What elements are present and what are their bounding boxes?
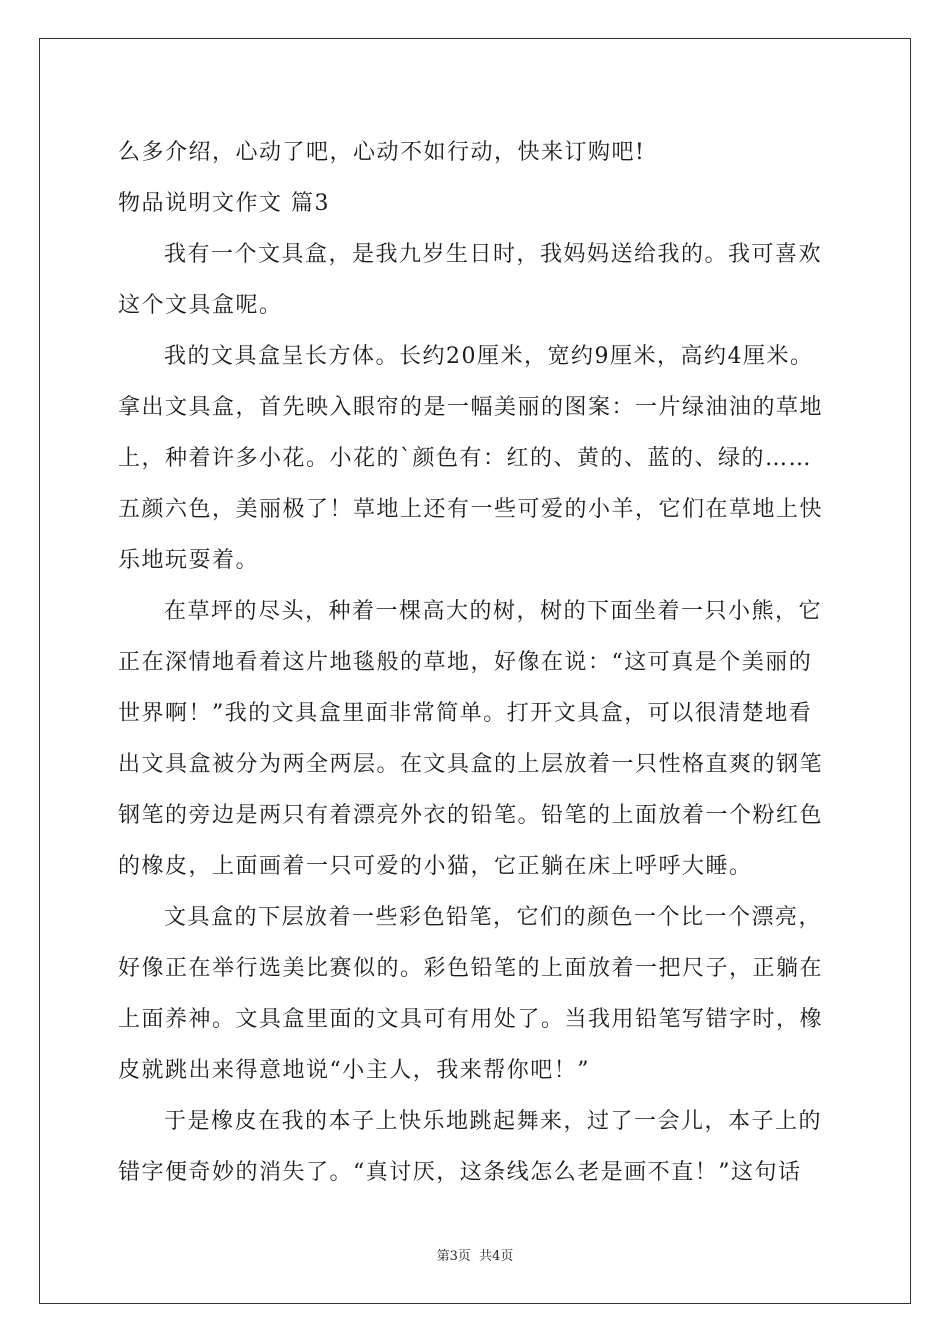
text-line: 拿出文具盒，首先映入眼帘的是一幅美丽的图案：一片绿油油的草地 bbox=[118, 395, 824, 420]
text-line: 上面养神。文具盒里面的文具可有用处了。当我用铅笔写错字时，橡 bbox=[118, 1007, 824, 1032]
text-line: 我的文具盒呈长方体。长约20厘米，宽约9厘米，高约4厘米。 bbox=[164, 344, 814, 369]
text-line: 皮就跳出来得意地说“小主人，我来帮你吧！” bbox=[118, 1058, 590, 1083]
text-line: 乐地玩耍着。 bbox=[118, 548, 260, 573]
text-line: 正在深情地看着这片地毯般的草地，好像在说：“这可真是个美丽的 bbox=[118, 650, 813, 675]
text-line: 出文具盒被分为两全两层。在文具盒的上层放着一只性格直爽的钢笔 bbox=[118, 752, 824, 777]
text-line: 上，种着许多小花。小花的`颜色有：红的、黄的、蓝的、绿的…… bbox=[118, 446, 813, 471]
text-line: 好像正在举行选美比赛似的。彩色铅笔的上面放着一把尺子，正躺在 bbox=[118, 956, 824, 981]
text-line: 于是橡皮在我的本子上快乐地跳起舞来，过了一会儿，本子上的 bbox=[164, 1109, 823, 1134]
section-heading: 物品说明文作文 篇3 bbox=[118, 191, 330, 216]
text-line: 的橡皮，上面画着一只可爱的小猫，它正躺在床上呼呼大睡。 bbox=[118, 854, 753, 879]
text-line: 在草坪的尽头，种着一棵高大的树，树的下面坐着一只小熊，它 bbox=[164, 599, 823, 624]
text-line: 错字便奇妙的消失了。“真讨厌，这条线怎么老是画不直！”这句话 bbox=[118, 1160, 802, 1185]
text-line: 么多介绍，心动了吧，心动不如行动，快来订购吧! bbox=[118, 140, 646, 165]
text-line: 钢笔的旁边是两只有着漂亮外衣的铅笔。铅笔的上面放着一个粉红色 bbox=[118, 803, 824, 828]
document-body bbox=[118, 127, 838, 1198]
page-footer bbox=[0, 1245, 950, 1264]
text-line: 这个文具盒呢。 bbox=[118, 293, 283, 318]
text-line: 文具盒的下层放着一些彩色铅笔，它们的颜色一个比一个漂亮， bbox=[164, 905, 823, 930]
page-total: 共4页 bbox=[479, 1249, 514, 1264]
text-line: 五颜六色，美丽极了！草地上还有一些可爱的小羊，它们在草地上快 bbox=[118, 497, 824, 522]
text-line: 世界啊！”我的文具盒里面非常简单。打开文具盒，可以很清楚地看 bbox=[118, 701, 813, 726]
text-line: 我有一个文具盒，是我九岁生日时，我妈妈送给我的。我可喜欢 bbox=[164, 242, 823, 267]
page-number: 第3页 bbox=[436, 1249, 471, 1264]
